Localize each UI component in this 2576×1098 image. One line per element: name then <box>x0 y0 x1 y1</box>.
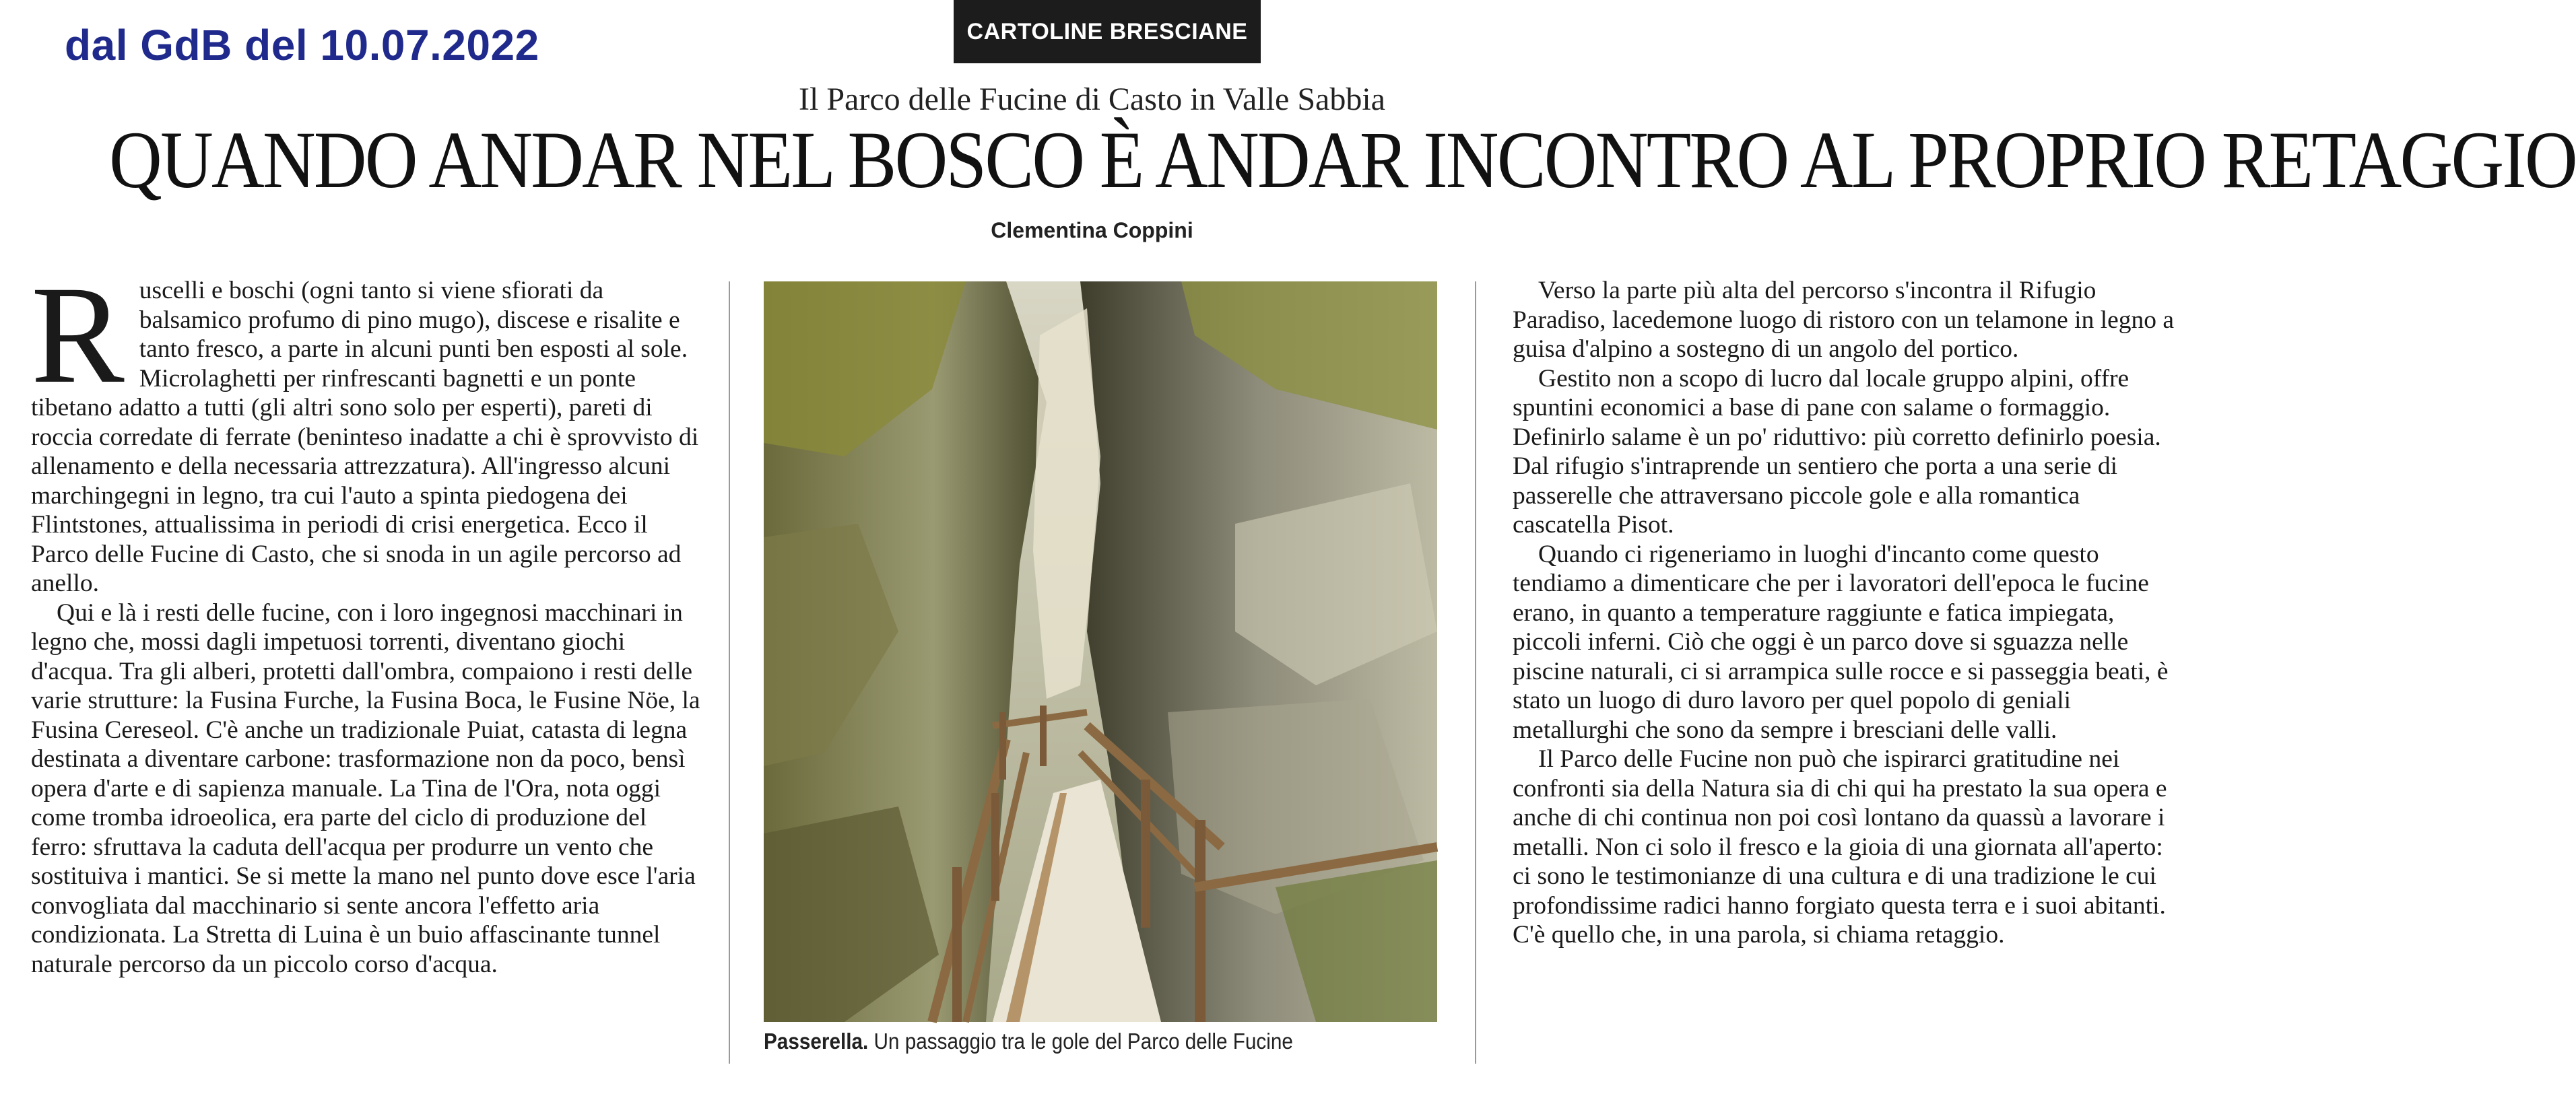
headline: QUANDO ANDAR NEL BOSCO È ANDAR INCONTRO AL PROPRIO RETAGGIO <box>109 115 2576 205</box>
caption-text: Un passaggio tra le gole del Parco delle Fucine <box>868 1029 1293 1054</box>
drop-cap: R <box>31 257 125 412</box>
paragraph: uscelli e boschi (ogni tanto si viene sfiorati da balsamico profumo di pino mugo), discese e risalite e tanto fresco, a parte in alcuni punti ben esposti al sole. Microlaghetti per rinfrescanti bagnetti e un ponte tibetano adatto a tutti (gli altri sono solo per esperti), pareti di roccia corredate di ferrate (beninteso inadatte a chi è sprovvisto di allenamento e della necessaria attrezzatura). All'ingresso alcuni marchingegni in legno, tra cui l'auto a spinta piedogena dei Flintstones, attualissima in periodi di crisi energetica. Ecco il Parco delle Fucine di Casto, che si snoda in un agile percorso ad anello. <box>31 277 699 597</box>
photo-caption <box>764 1029 1370 1054</box>
article-column-left <box>31 257 707 979</box>
paragraph: Verso la parte più alta del percorso s'incontra il Rifugio Paradiso, lacedemone luogo di ristoro con un telamone in legno a guisa d'alpino a sostegno di un angolo del portico. <box>1513 277 2175 363</box>
section-rubric: CARTOLINE BRESCIANE <box>954 0 1261 63</box>
article-column-right <box>1513 276 2179 950</box>
kicker: Il Parco delle Fucine di Casto in Valle Sabbia <box>799 81 1385 117</box>
gorge-walkway-image <box>764 281 1437 1022</box>
byline: Clementina Coppini <box>991 218 1193 242</box>
column-divider <box>729 281 730 1064</box>
paragraph: Il Parco delle Fucine non può che ispirarci gratitudine nei confronti sia della Natura sia di chi qui ha prestato la sua opera e anche di chi continua non poi così lontano da quassù a lavorare i metalli. Non ci solo il fresco e la gioia di una giornata all'aperto: ci sono le testimonianze di una cultura e di una tradizione le cui profondissime radici hanno forgiato questa terra e i suoi abitanti. C'è quello che, in una parola, si chiama retaggio. <box>1513 745 2167 949</box>
column-divider <box>1475 281 1476 1064</box>
paragraph: Gestito non a scopo di lucro dal locale gruppo alpini, offre spuntini economici a base di pane con salame o formaggio. Definirlo salame è un po' riduttivo: più corretto definirlo poesia. Dal rifugio s'intraprende un sentiero che porta a una serie di passerelle che attraversano piccole gole e alla romantica cascatella Pisot. <box>1513 364 2161 539</box>
paragraph: Quando ci rigeneriamo in luoghi d'incanto come questo tendiamo a dimenticare che per i lavoratori dell'epoca le fucine erano, in quanto a temperature raggiunte e fatica impiegata, piccoli inferni. Ciò che oggi è un parco dove si sguazza nelle piscine naturali, ci si arrampica sulle rocce e si passeggia beati, è stato un luogo di duro lavoro per quel popolo di geniali metallurghi che sono da sempre i bresciani delle valli. <box>1513 540 2169 744</box>
article-photo <box>764 281 1437 1022</box>
paragraph: Qui e là i resti delle fucine, con i loro ingegnosi macchinari in legno che, mossi dagli impetuosi torrenti, diventano giochi d'acqua. Tra gli alberi, protetti dall'ombra, compaiono i resti delle varie strutture: la Fusina Furche, la Fusina Boca, le Fusine Nöe, la Fusina Cereseol. C'è anche un tradizionale Puiat, catasta di legna destinata a diventare carbone: trasformazione non da poco, bensì opera d'arte e di sapienza manuale. La Tina de l'Ora, nota oggi come tromba idroeolica, era parte del ciclo di produzione del ferro: sfruttava la caduta dell'acqua per produrre un vento che sostituiva i mantici. Se si mette la mano nel punto dove esce l'aria convogliata dal macchinario si sente ancora l'effetto aria condizionata. La Stretta di Luina è un buio affascinante tunnel naturale percorso da un piccolo corso d'acqua. <box>31 598 700 978</box>
caption-label: Passerella. <box>764 1029 869 1054</box>
source-label: dal GdB del 10.07.2022 <box>65 21 539 69</box>
